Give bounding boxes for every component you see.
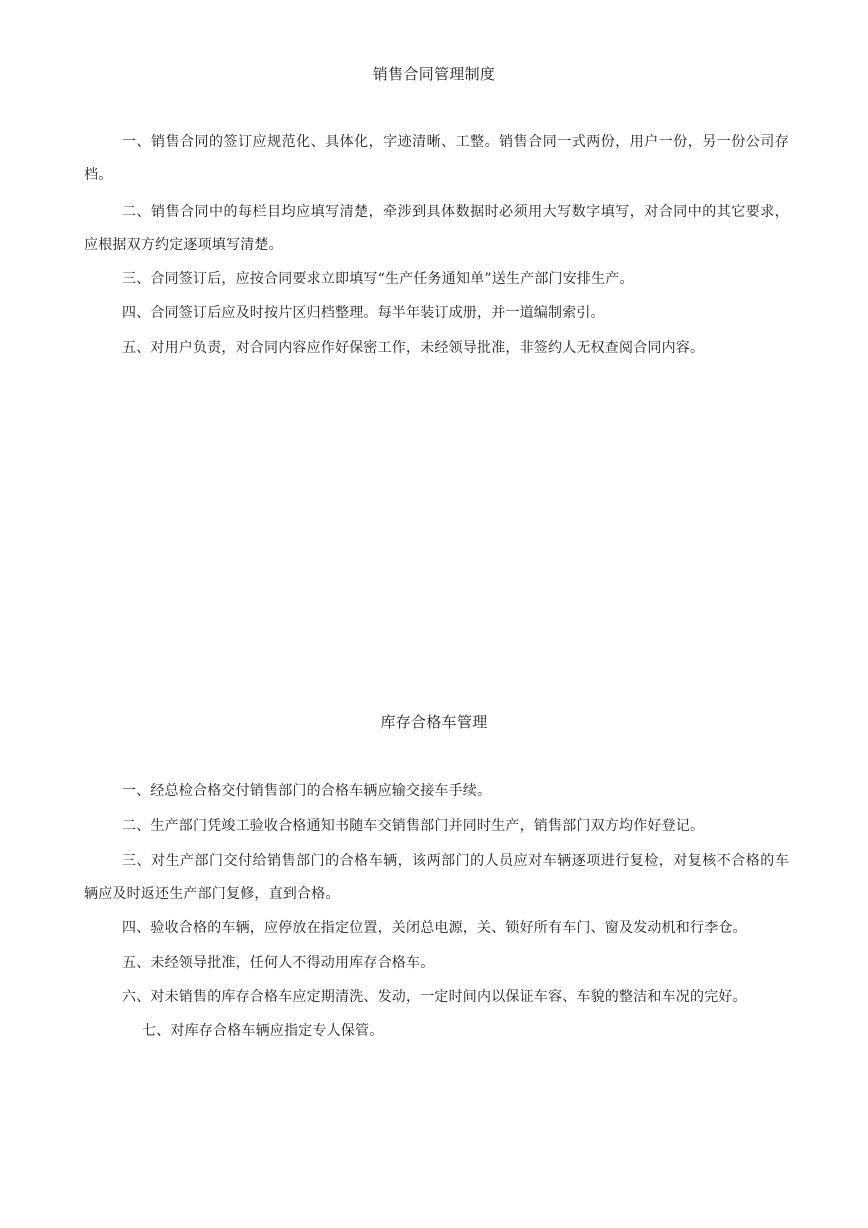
inventory-item-5: 五、未经领导批准，任何人不得动用库存合格车。 — [122, 955, 435, 971]
sales-contract-item-5: 五、对用户负责，对合同内容应作好保密工作，未经领导批准，非签约人无权查阅合同内容。 — [122, 340, 705, 356]
inventory-item-3: 三、对生产部门交付给销售部门的合格车辆，该两部门的人员应对车辆逐项进行复检，对复核不合格的车辆应及时返还生产部门复修，直到合格。 — [84, 853, 789, 902]
sales-contract-item-2: 二、销售合同中的每栏目均应填写清楚，牵涉到具体数据时必须用大写数字填写，对合同中的其它要求，应根据双方约定逐项填写清楚。 — [84, 204, 789, 253]
inventory-item-1: 一、经总检合格交付销售部门的合格车辆应输交接车手续。 — [122, 783, 492, 799]
sales-contract-item-3: 三、合同签订后，应按合同要求立即填写“生产任务通知单”送生产部门安排生产。 — [122, 271, 634, 287]
inventory-item-2: 二、生产部门凭竣工验收合格通知书随车交销售部门并同时生产，销售部门双方均作好登记。 — [122, 818, 705, 834]
sales-contract-item-1: 一、销售合同的签订应规范化、具体化，字迹清晰、工整。销售合同一式两份，用户一份，另一份公司存档。 — [84, 134, 789, 183]
inventory-item-4: 四、验收合格的车辆，应停放在指定位置，关闭总电源，关、锁好所有车门、窗及发动机和行李仓。 — [122, 920, 747, 936]
section-title-inventory-vehicles: 库存合格车管理 — [380, 713, 488, 731]
section-title-sales-contract: 销售合同管理制度 — [372, 65, 496, 83]
sales-contract-item-4: 四、合同签订后应及时按片区归档整理。每半年装订成册，并一道编制索引。 — [122, 305, 605, 321]
inventory-item-6: 六、对未销售的库存合格车应定期清洗、发动，一定时间内以保证车容、车貌的整洁和车况的完好。 — [122, 989, 747, 1005]
inventory-item-7: 七、对库存合格车辆应指定专人保管。 — [142, 1023, 384, 1039]
